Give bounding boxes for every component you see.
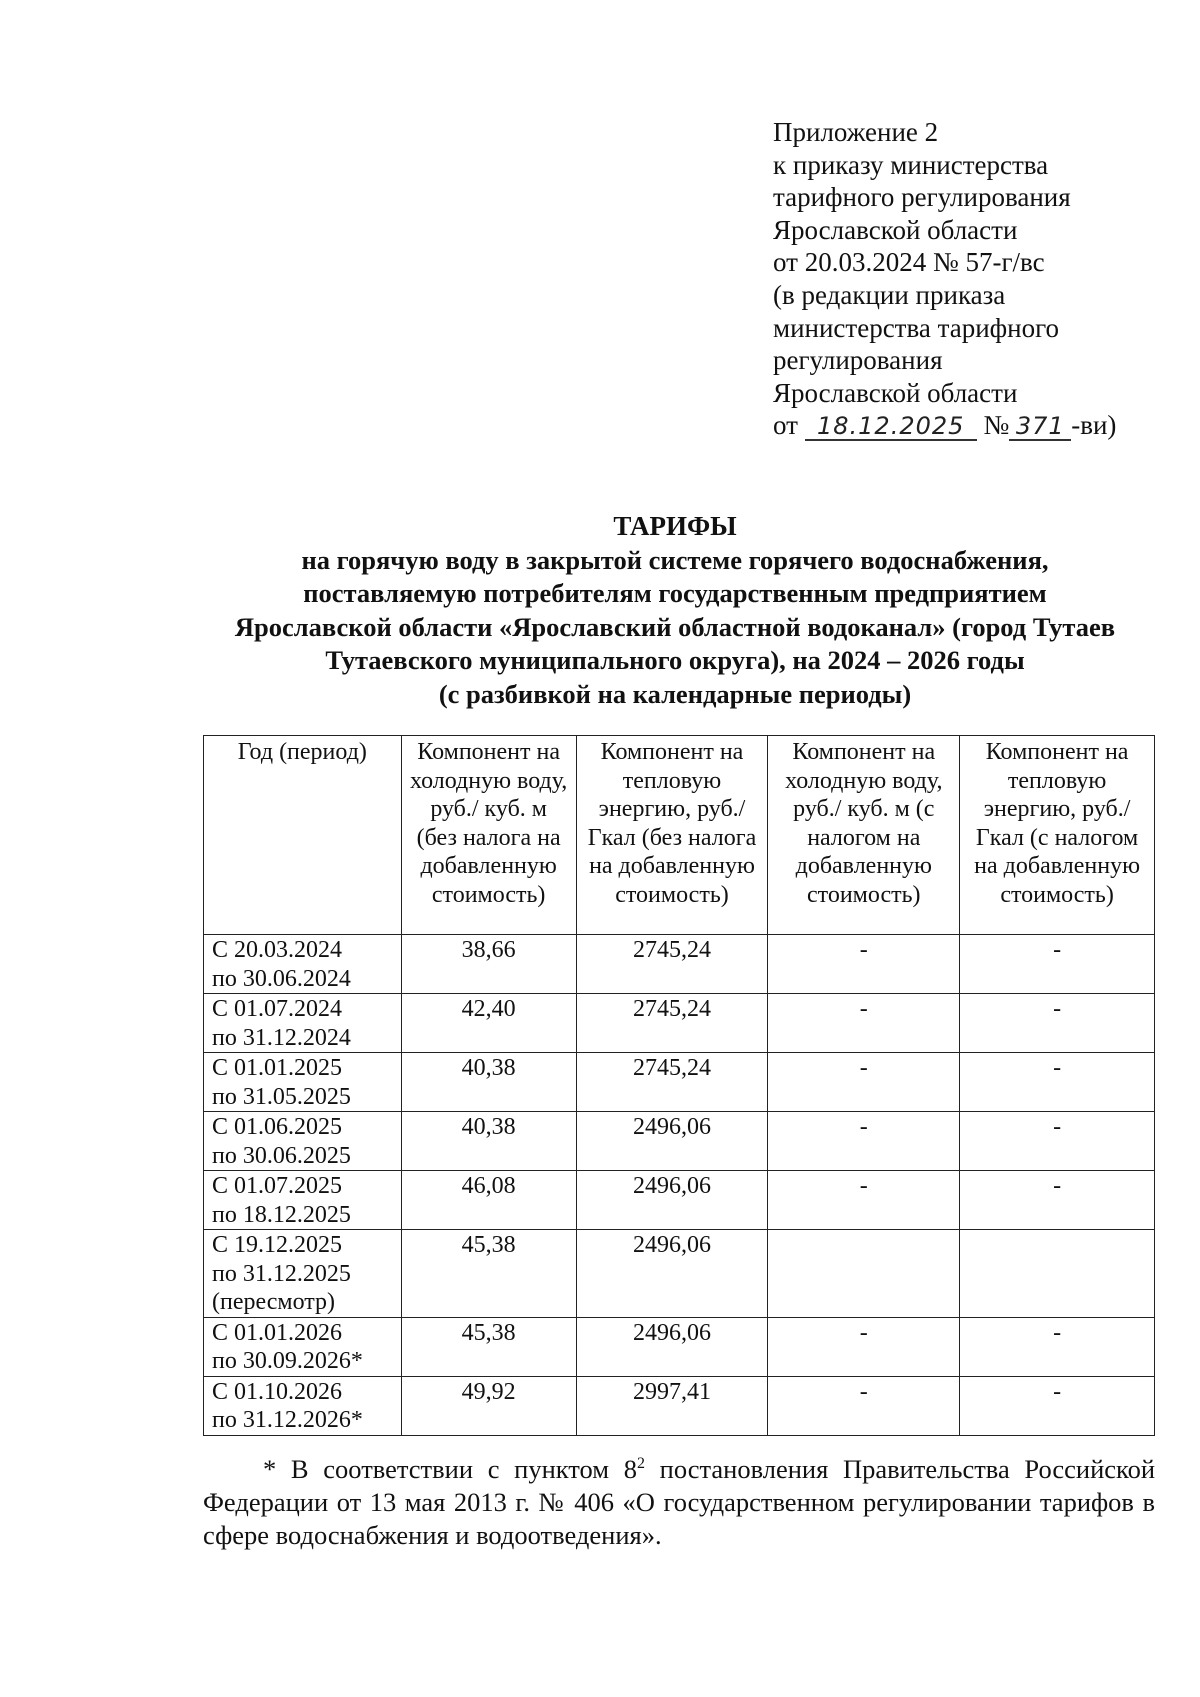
cell-heat-vat — [960, 1230, 1155, 1318]
table-row — [204, 994, 1155, 1053]
appendix-line: тарифного регулирования — [773, 182, 1071, 213]
cell-period — [204, 1171, 402, 1230]
amendment-prefix: от — [773, 410, 798, 441]
period-line: С 01.07.2024 — [212, 996, 343, 1022]
cell-period — [204, 1112, 402, 1171]
table-row — [204, 1112, 1155, 1171]
period-line: по 31.12.2025 — [212, 1260, 351, 1287]
title-line: на горячую воду в закрытой системе горячего водоснабжения, — [301, 544, 1049, 575]
cell-period — [204, 1230, 402, 1318]
period-line: С 19.12.2025 — [212, 1232, 343, 1258]
cell-heat-no-vat: 2745,24 — [576, 935, 768, 994]
table-row — [204, 935, 1155, 994]
handwritten-number: 371 — [1009, 413, 1071, 441]
period-line: по 31.05.2025 — [212, 1083, 351, 1110]
cell-cold-no-vat: 45,38 — [401, 1317, 576, 1376]
appendix-amendment-line — [773, 409, 1153, 442]
cell-cold-no-vat: 40,38 — [401, 1112, 576, 1171]
table-row — [204, 1230, 1155, 1318]
document-title — [190, 510, 1160, 712]
period-line: (пересмотр) — [212, 1289, 336, 1315]
header-period: Год (период) — [204, 736, 402, 935]
cell-cold-vat: - — [768, 1112, 960, 1171]
cell-period — [204, 994, 402, 1053]
cell-cold-vat — [768, 1230, 960, 1318]
cell-heat-no-vat: 2745,24 — [576, 1053, 768, 1112]
period-line: по 30.09.2026* — [212, 1348, 363, 1374]
period-line: по 30.06.2024 — [212, 965, 351, 992]
header-cold-no-vat: Компонент на холодную воду, руб./ куб. м (без налога на добавленную стоимость) — [401, 736, 576, 935]
table-row — [204, 1376, 1155, 1435]
appendix-line: (в редакции приказа — [773, 279, 1006, 310]
title-line: (с разбивкой на календарные периоды) — [438, 678, 912, 709]
tariffs-table — [203, 735, 1155, 1436]
amendment-suffix: -ви) — [1071, 410, 1117, 441]
period-line: С 01.10.2026 — [212, 1378, 343, 1405]
period-line: С 01.06.2025 — [212, 1114, 343, 1140]
header-cold-vat: Компонент на холодную воду, руб./ куб. м (с налогом на добавленную стоимость) — [768, 736, 960, 935]
cell-heat-vat: - — [960, 935, 1155, 994]
cell-cold-no-vat: 49,92 — [401, 1376, 576, 1435]
cell-heat-vat: - — [960, 1053, 1155, 1112]
cell-period — [204, 1376, 402, 1435]
cell-period — [204, 1053, 402, 1112]
cell-cold-vat: - — [768, 994, 960, 1053]
appendix-line: Приложение 2 — [773, 117, 939, 147]
period-line: С 20.03.2024 — [212, 937, 343, 963]
cell-cold-no-vat: 40,38 — [401, 1053, 576, 1112]
appendix-line: от 20.03.2024 № 57-г/вс — [773, 247, 1045, 278]
cell-cold-no-vat: 46,08 — [401, 1171, 576, 1230]
cell-heat-no-vat: 2496,06 — [576, 1112, 768, 1171]
footnote-text-start: * В соответствии с пунктом 8 — [263, 1454, 637, 1484]
cell-heat-vat: - — [960, 994, 1155, 1053]
title-line: Ярославской области «Ярославский областной водоканал» (город Тутаев — [234, 611, 1116, 642]
cell-cold-vat: - — [768, 1053, 960, 1112]
footnote-text-end: постановления Правительства Российской Федерации от 13 мая 2013 г. № 406 «О государственном регулировании тарифов в сфере водоснабжения и водоотведения». — [203, 1454, 1156, 1550]
period-line: по 31.12.2026* — [212, 1407, 363, 1433]
cell-cold-no-vat: 42,40 — [401, 994, 576, 1053]
cell-heat-no-vat: 2496,06 — [576, 1230, 768, 1318]
number-sign: № — [983, 410, 1010, 441]
appendix-block — [773, 116, 1153, 442]
cell-heat-no-vat: 2496,06 — [576, 1171, 768, 1230]
table-header-row — [204, 736, 1155, 935]
cell-heat-vat: - — [960, 1376, 1155, 1435]
appendix-line: Ярославской области — [773, 377, 1018, 408]
period-line: С 01.01.2026 — [212, 1319, 343, 1346]
cell-cold-vat: - — [768, 1376, 960, 1435]
footnote-superscript: 2 — [636, 1455, 645, 1473]
appendix-line: министерства тарифного — [773, 312, 1060, 343]
title-main: ТАРИФЫ — [613, 511, 737, 541]
cell-cold-vat: - — [768, 1317, 960, 1376]
cell-heat-no-vat: 2496,06 — [576, 1317, 768, 1376]
header-heat-no-vat: Компонент на тепловую энергию, руб./Гкал (без налога на добавленную стоимость) — [576, 736, 768, 935]
cell-heat-no-vat: 2745,24 — [576, 994, 768, 1053]
cell-cold-no-vat: 45,38 — [401, 1230, 576, 1318]
cell-period — [204, 935, 402, 994]
period-line: С 01.07.2025 — [212, 1173, 343, 1199]
cell-period — [204, 1317, 402, 1376]
handwritten-date: 18.12.2025 — [805, 413, 977, 441]
cell-cold-no-vat: 38,66 — [401, 935, 576, 994]
title-line: поставляемую потребителям государственным предприятием — [303, 578, 1047, 609]
appendix-line: Ярославской области — [773, 214, 1018, 245]
footnote — [203, 1453, 1155, 1552]
cell-heat-vat: - — [960, 1317, 1155, 1376]
table-row — [204, 1171, 1155, 1230]
appendix-line: регулирования — [773, 345, 943, 376]
cell-heat-no-vat: 2997,41 — [576, 1376, 768, 1435]
cell-heat-vat: - — [960, 1171, 1155, 1230]
period-line: по 18.12.2025 — [212, 1201, 351, 1228]
header-heat-vat: Компонент на тепловую энергию, руб./Гкал (с налогом на добавленную стоимость) — [960, 736, 1155, 935]
cell-cold-vat: - — [768, 1171, 960, 1230]
cell-heat-vat: - — [960, 1112, 1155, 1171]
table-row — [204, 1053, 1155, 1112]
period-line: по 31.12.2024 — [212, 1024, 351, 1051]
period-line: С 01.01.2025 — [212, 1055, 343, 1081]
title-line: Тутаевского муниципального округа), на 2024 – 2026 годы — [325, 645, 1025, 676]
appendix-line: к приказу министерства — [773, 149, 1049, 180]
period-line: по 30.06.2025 — [212, 1142, 351, 1169]
cell-cold-vat: - — [768, 935, 960, 994]
table-row — [204, 1317, 1155, 1376]
